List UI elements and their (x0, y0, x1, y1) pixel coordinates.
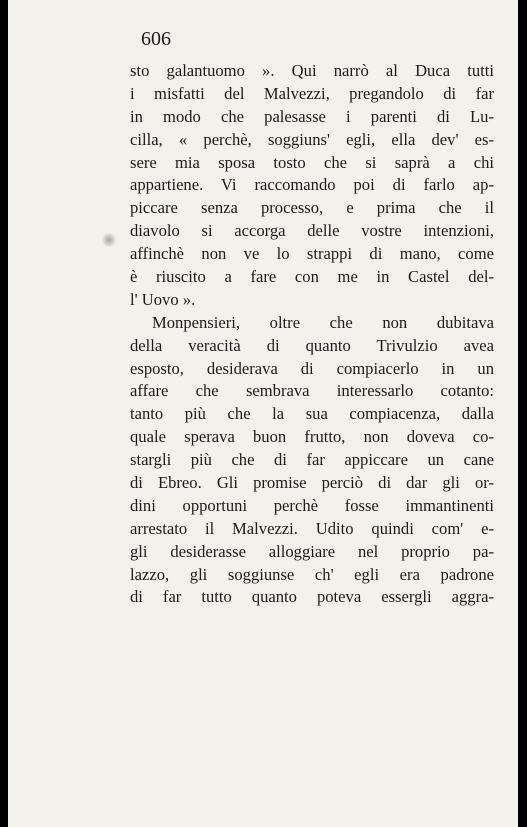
text-line: cilla, « perchè, soggiuns' egli, ella dev' es- (130, 129, 494, 149)
text-line: l' Uovo ». (130, 289, 196, 309)
text-line: di far tutto quanto poteva essergli aggra- (130, 587, 494, 607)
text-line: affinchè non ve lo strappi di mano, come (130, 244, 494, 264)
text-line: affare che sembrava interessarlo cotanto: (130, 381, 494, 401)
text-line: esposto, desiderava di compiacerlo in un (130, 358, 494, 378)
text-line: i misfatti del Malvezzi, pregandolo di far (130, 83, 494, 103)
text-line: piccare senza processo, e prima che il (130, 198, 494, 218)
text-line: appartiene. Vi raccomando poi di farlo ap- (130, 175, 494, 195)
text-line: sere mia sposa tosto che si saprà a chi (130, 152, 494, 172)
text-line: gli desiderasse alloggiare nel proprio pa- (130, 541, 494, 561)
ink-smudge (102, 232, 116, 248)
text-line: della veracità di quanto Trivulzio avea (130, 335, 494, 355)
book-page (8, 0, 518, 827)
text-line: dini opportuni perchè fosse immantinenti (130, 495, 494, 515)
text-line: quale sperava buon frutto, non doveva co- (130, 427, 494, 447)
text-line: tanto più che la sua compiacenza, dalla (130, 404, 494, 424)
text-line: è riuscito a fare con me in Castel del- (130, 267, 494, 287)
text-line: diavolo si accorga delle vostre intenzioni, (130, 221, 494, 241)
text-line: stargli più che di far appiccare un cane (130, 450, 494, 470)
text-line: Monpensieri, oltre che non dubitava (152, 312, 494, 332)
text-line: lazzo, gli soggiunse ch' egli era padrone (130, 564, 494, 584)
text-line: arrestato il Malvezzi. Udito quindi com' e- (130, 518, 494, 538)
page-number: 606 (141, 28, 171, 50)
text-line: sto galantuomo ». Qui narrò al Duca tutti (130, 61, 494, 80)
body-text (130, 60, 494, 609)
text-line: in modo che palesasse i parenti di Lu- (130, 106, 494, 126)
text-line: di Ebreo. Gli promise perciò di dar gli or- (130, 473, 494, 493)
